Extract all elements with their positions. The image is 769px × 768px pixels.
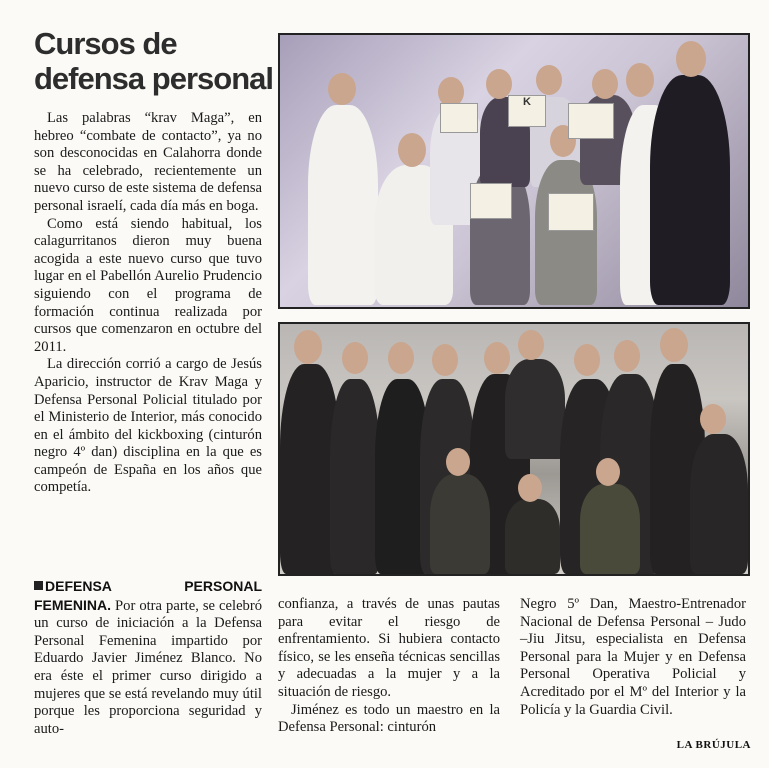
bottom-col2-p1: confianza, a través de unas pautas para evitar el riesgo de enfrentamiento. Si hubiera contacto físico, se les enseña técnicas sencillas y adecuadas a la mujer y a la situación de riesgo.	[278, 596, 500, 700]
bottom-column-3	[520, 596, 746, 719]
paragraph-3: La dirección corrió a cargo de Jesús Aparicio, instructor de Krav Maga y Defensa Personal Policial titulado por el Ministerio de Interior, más conocido en el ámbito del kickboxing (cinturón negro 4º dan) disciplina en la que es campeón de España en los años que competía.	[34, 356, 262, 496]
paragraph-2: Como está siendo habitual, los calagurritanos dieron muy buena acogida a este nuevo curso que tuvo lugar en el Pabellón Aurelio Prudencio siguiendo con el programa de formación continua realizada por cursos que comenzaron en octubre del 2011.	[34, 215, 262, 355]
title-line-2: defensa personal	[34, 61, 273, 96]
bottom-column-1	[34, 578, 262, 738]
photo-women-course	[278, 33, 750, 309]
publication-brand: LA BRÚJULA	[676, 739, 751, 751]
bottom-col3-text: Negro 5º Dan, Maestro-Entrenador Nacional de Defensa Personal – Judo –Jiu Jitsu, especialista en Defensa Personal para la Mujer y en Defensa Personal Operativa Policial y Acreditado por el Mº del Interior y la Policía y la Guardia Civil.	[520, 596, 746, 718]
cert-mark: K	[508, 95, 546, 127]
subhead: DEFENSA PERSONAL FEMENINA.	[34, 578, 262, 613]
paragraph-1: Las palabras “krav Maga”, en hebreo “combate de contacto”, ya no son desconocidas en Calahorra donde se ha celebrado, recientemente un nuevo curso de este sistema de defensa personal israelí, cada día más en boga.	[34, 110, 262, 214]
photo-krav-maga-group	[278, 322, 750, 576]
title-line-1: Cursos de	[34, 26, 177, 61]
article-title	[34, 26, 274, 96]
left-column	[34, 110, 262, 497]
bottom-col2-p2: Jiménez es todo un maestro en la Defensa Personal: cinturón	[278, 701, 500, 736]
bottom-col1-text: Por otra parte, se celebró un curso de iniciación a la Defensa Personal Femenina impartido por Eduardo Javier Jiménez Blanco. No era éste el primer curso dirigido a mujeres que se está revelando muy útil porque les proporciona seguridad y auto-	[34, 597, 262, 737]
bottom-column-2	[278, 596, 500, 737]
